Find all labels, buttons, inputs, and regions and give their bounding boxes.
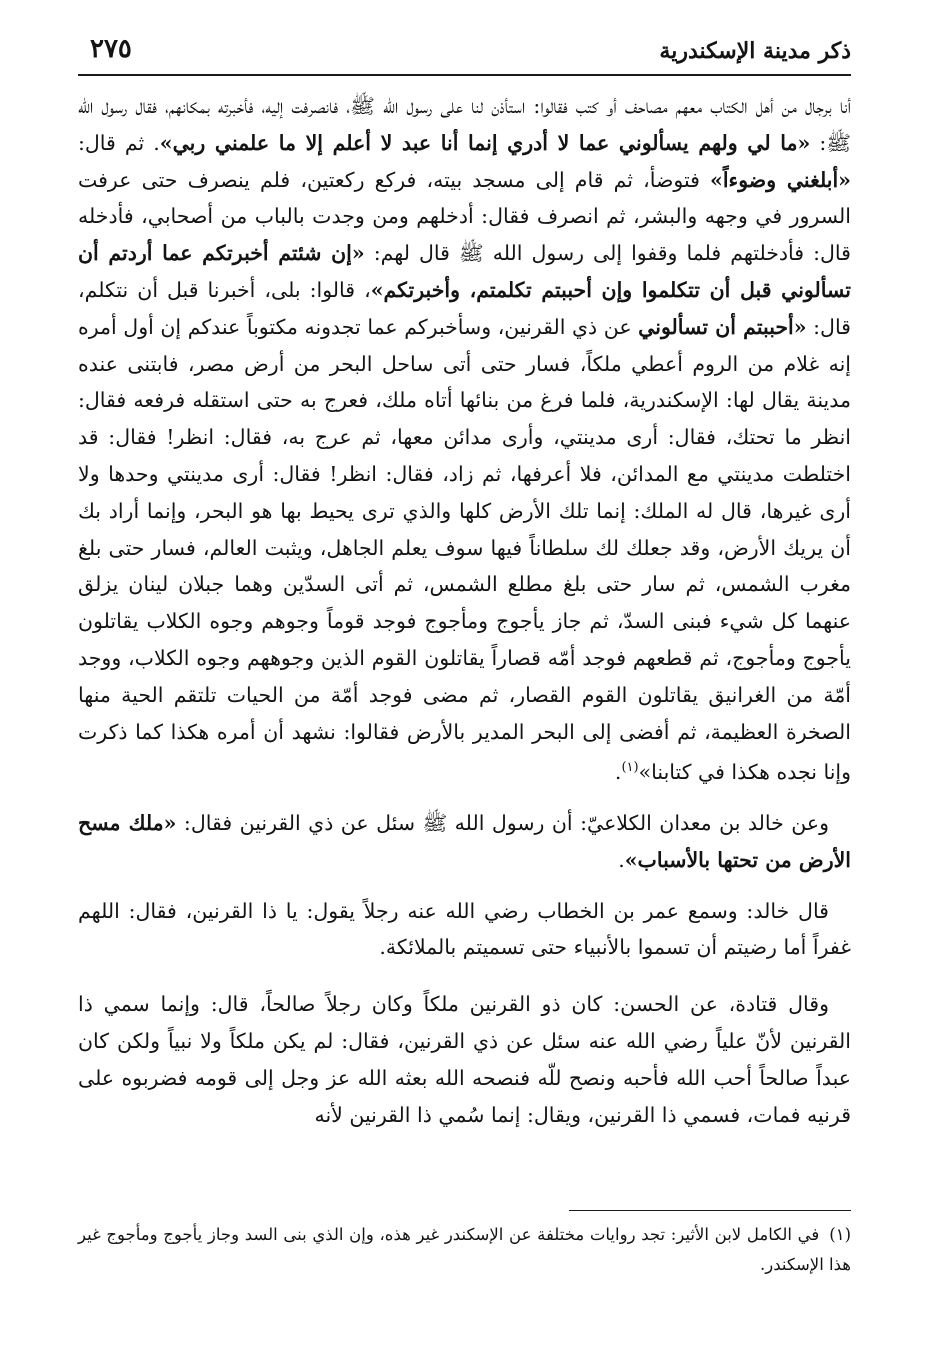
paragraph — [78, 805, 851, 879]
footnote-number: (١) — [829, 1225, 851, 1244]
running-header — [78, 32, 851, 76]
footnote — [78, 1220, 851, 1280]
footnote-divider — [569, 1210, 851, 1211]
paragraph — [78, 893, 851, 967]
text-segment: وعن خالد بن معدان الكلاعيّ: أن رسول الله ﷺ سئل عن ذي القرنين فقال: — [176, 810, 829, 835]
text-segment: . ثم قال: — [78, 130, 160, 155]
page-number: ٢٧٥ — [90, 34, 132, 64]
text-segment: عن ذي القرنين، وسأخبركم عما تجدونه مكتوباً عندكم إن أول أمره إنه غلام من الروم أعطي ملكاً، فسار حتى أتى ساحل البحر من أرض مصر، فابتنى عنده مدينة يقال لها: الإسكندرية، فلما فرغ من بنائها أتاه ملك، فعرج به حتى استقله فرفعه فقال: انظر ما تحتك، فقال: أرى مدينتي، وأرى مدائن معها، ثم عرج به، فقال: انظر! فقال: قد اختلطت مدينتي مع المدائن، فلا أعرفها، ثم زاد، فقال: انظر! فقال: أرى مدينتي وحدها ولا أرى غيرها، قال له الملك: إنما تلك الأرض كلها والذي ترى يحيط بها هو البحر، وإنما أراد بك أن يريك الأرض، وقد جعلك لك سلطاناً فيها سوف يعلم الجاهل، ويثبت العالم، فسار حتى بلغ مغرب الشمس، ثم سار حتى بلغ مطلع الشمس، ثم أتى السدّين وهما جبلان لينان يزلق عنهما كل شيء فبنى السدّ، ثم جاز يأجوج ومأجوج فوجد قوماً وجوهم وجوه الكلاب يقاتلون يأجوج ومأجوج، ثم قطعهم فوجد أمّه قصاراً يقاتلون القوم الذين وجوههم وجوه الكلاب، ووجد أمّة من الغرانيق يقاتلون القوم القصار، ثم مضى فوجد أمّة من الحيات تلتقم الحية منها الصخرة العظيمة، ثم أفضى إلى البحر المدير بالأرض فقالوا: نشهد أن أمره هكذا كما ذكرت وإنا نجده هكذا في كتابنا» — [78, 314, 851, 785]
text-segment: . — [618, 847, 625, 872]
hadith-quote: «أحببتم أن تسألوني — [638, 314, 807, 339]
text-segment: فتوضأ، ثم قام إلى مسجد بيته، فركع ركعتين، فلم ينصرف حتى عرفت السرور في وجهه والبشر، ثم انصرف فقال: أدخلهم ومن وجدت بالباب من أصحابي، فأدخله قال: فأدخلتهم فلما وقفوا إلى رسول الله ﷺ قال لهم: — [78, 167, 851, 266]
main-text — [78, 88, 851, 1133]
hadith-quote: «أبلغني وضوءاً» — [710, 167, 851, 192]
footnote-ref: (١) — [621, 760, 639, 776]
hadith-quote: «ما لي ولهم يسألوني عما لا أدري إنما أنا عبد لا أعلم إلا ما علمني ربي» — [159, 130, 811, 155]
chapter-title: ذكر مدينة الإسكندرية — [659, 38, 851, 64]
text-segment: ، قالوا: بلى، أخبرنا قبل أن نتكلم، قال: — [78, 277, 851, 339]
text-segment: . — [614, 760, 622, 785]
hadith-quote: «إن شئتم أخبرتكم عما أردتم أن تسألوني قبل أن تتكلموا وإن أحببتم تكلمتم، وأخبرتكم» — [78, 241, 851, 302]
paragraph — [78, 88, 851, 791]
footnote-text: في الكامل لابن الأثير: تجد روايات مختلفة عن الإسكندر غير هذه، وإن الذي بنى السد وجاز يأجوج ومأجوج غير هذا الإسكندر. — [78, 1225, 851, 1274]
text-segment: وقال قتادة، عن الحسن: كان ذو القرنين ملكاً وكان رجلاً صالحاً، قال: وإنما سمي ذا القرنين لأنّ علياً رضي الله عنه سئل عن ذي القرنين، فقال: لم يكن ملكاً ولا نبياً ولكن كان عبداً صالحاً أحب الله فأحبه ونصح للّه فنصحه الله بعثه الله عز وجل إلى قومه فضربوه على قرنيه فمات، فسمي ذا القرنين، ويقال: إنما سُمي ذا القرنين لأنه — [78, 992, 851, 1127]
text-segment: قال خالد: وسمع عمر بن الخطاب رضي الله عنه رجلاً يقول: يا ذا القرنين، فقال: اللهم غفراً أما رضيتم أن تسموا بالأنبياء حتى تسميتم بالملائكة. — [78, 898, 851, 960]
text-segment: أنا برجال من أهل الكتاب معهم مصاحف أو كتب فقالوا: استأذن لنا على رسول الله ﷺ، فانصرفت إليه، فأخبرته بمكانهم، فقال رسول الله ﷺ: — [78, 94, 852, 155]
paragraph — [78, 986, 851, 1133]
hadith-quote: «ملك مسح الأرض من تحتها بالأسباب» — [78, 810, 851, 872]
